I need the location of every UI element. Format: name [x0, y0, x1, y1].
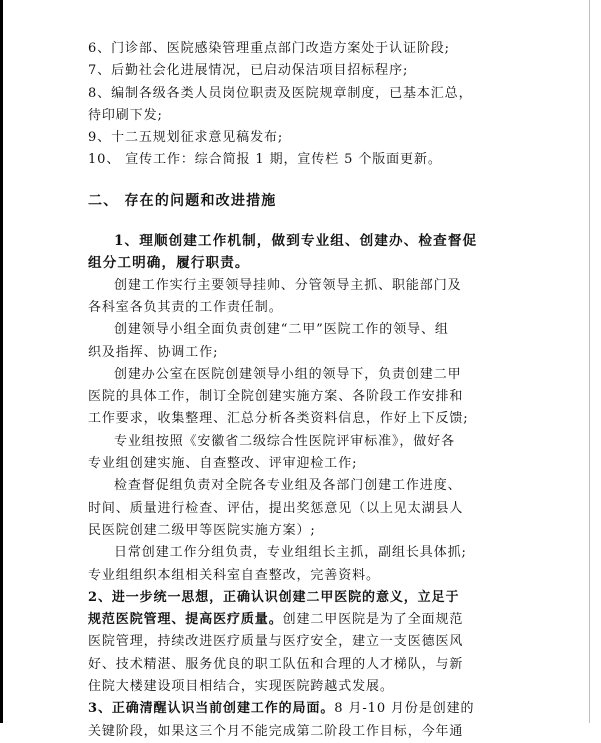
paragraph-line: 创建领导小组全面负责创建“二甲”医院工作的领导、组 [114, 322, 449, 338]
paragraph-line: 织及指挥、协调工作; [88, 344, 219, 360]
spacer [88, 212, 516, 230]
point-text: 创建二甲医院是为了全面规范 [282, 612, 464, 628]
paragraph-line: 好、技术精湛、服务优良的职工队伍和合理的人才梯队，与新 [88, 656, 464, 672]
paragraph-line: 工作要求，收集整理、汇总分析各类资料信息，作好上下反馈; [88, 411, 469, 427]
paragraph-line: 医院管理，持续改进医疗质量与医疗安全，建立一支医德医风 [88, 634, 464, 650]
point-text: 8 月-10 月份是创建的 [334, 701, 475, 717]
point-heading: 规范医院管理、提高医疗质量。 [88, 612, 283, 628]
list-item: 9、十二五规划征求意见稿发布; [88, 130, 284, 146]
point-heading: 3、正确清醒认识当前创建工作的局面。 [88, 701, 335, 717]
paragraph-line: 专业组组织本组相关科室自查整改，完善资料。 [88, 567, 380, 583]
list-item: 7、后勤社会化进展情况，已启动保洁项目招标程序; [88, 63, 409, 79]
list-item-continued: 待印刷下发; [88, 107, 163, 123]
spacer [88, 172, 516, 190]
document-page [88, 38, 516, 743]
paragraph-line: 住院大楼建设项目相结合，实现医院跨越式发展。 [88, 679, 394, 695]
page-left-border [0, 0, 3, 723]
paragraph-line: 日常创建工作分组负责，专业组组长主抓，副组长具体抓; [114, 545, 467, 561]
paragraph-line: 各科室各负其责的工作责任制。 [88, 299, 283, 315]
section-title: 二、 存在的问题和改进措施 [88, 192, 277, 209]
page-right-border [589, 0, 590, 723]
point-line [88, 698, 516, 720]
paragraph-line: 专业组创建实施、自查整改、评审迎检工作; [88, 456, 358, 472]
list-item: 8、编制各级各类人员岗位职责及医院规章制度，已基本汇总， [88, 85, 473, 101]
subheading: 1、理顺创建工作机制，做到专业组、创建办、检查督促 [114, 233, 478, 250]
paragraph-line: 创建办公室在医院创建领导小组的领导下，负责创建二甲 [114, 366, 462, 382]
list-item: 10、 宣传工作：综合简报 1 期，宣传栏 5 个版面更新。 [88, 152, 442, 168]
paragraph-line: 民医院创建二级甲等医院实施方案）; [88, 522, 316, 538]
paragraph-line: 专业组按照《安徽省二级综合性医院评审标准》，做好各 [114, 433, 456, 449]
paragraph-line: 关键阶段，如果这三个月不能完成第二阶段工作目标，今年通 [88, 723, 464, 739]
list-item: 6、门诊部、医院感染管理重点部门改造方案处于认证阶段; [88, 41, 450, 56]
point-line [88, 609, 516, 631]
paragraph-line: 检查督促组负责对全院各专业组及各部门创建工作进度、 [114, 478, 462, 494]
subheading-continued: 组分工明确，履行职责。 [88, 255, 250, 272]
paragraph-line: 医院的具体工作，制订全院创建实施方案、各阶段工作安排和 [88, 389, 464, 405]
paragraph-line: 时间、质量进行检查、评估，提出奖惩意见（以上见太湖县人 [88, 500, 464, 516]
paragraph-line: 创建工作实行主要领导挂帅、分管领导主抓、职能部门及 [114, 277, 462, 293]
point-heading: 2、进一步统一思想，正确认识创建二甲医院的意义，立足于 [88, 589, 460, 605]
